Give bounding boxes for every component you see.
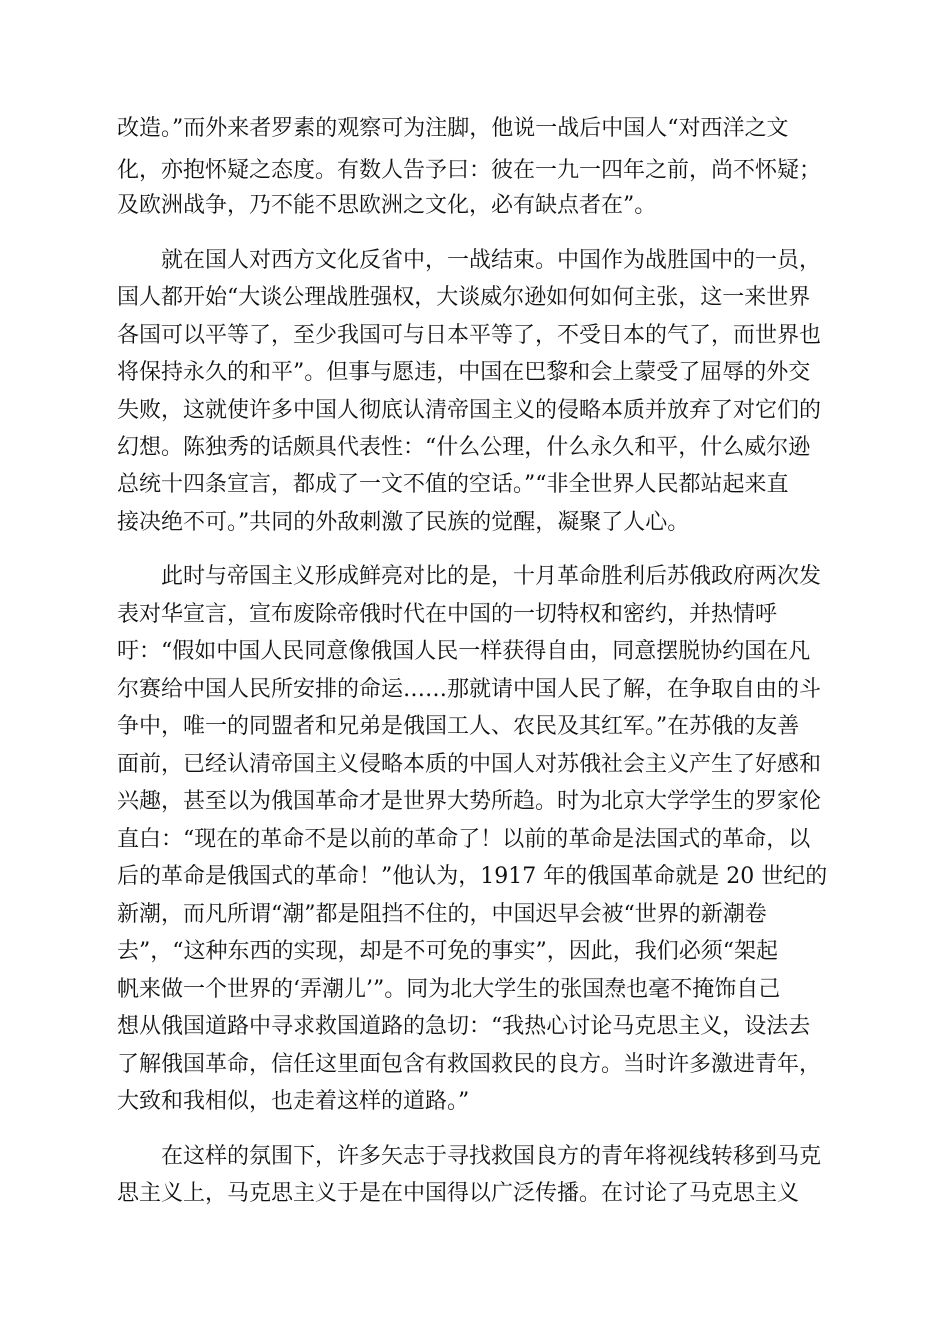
text-line: 思主义上，马克思主义于是在中国得以广泛传播。在讨论了马克思主义 (117, 1181, 800, 1206)
text-line: 争中，唯一的同盟者和兄弟是俄国工人、农民及其红军。”在苏俄的友善 (117, 714, 800, 739)
text-line: 国人都开始“大谈公理战胜强权，大谈威尔逊如何如何主张，这一来世界 (117, 285, 811, 310)
text-line: 接决绝不可。”共同的外敌刺激了民族的觉醒，凝聚了人心。 (117, 510, 690, 535)
text-line: 了解俄国革命，信任这里面包含有救国救民的良方。当时许多激进青年， (117, 1052, 822, 1077)
text-line: 改造。”而外来者罗素的观察可为注脚，他说一战后中国人“对西洋之文 (117, 116, 789, 141)
text-line: 将保持永久的和平”。但事与愿违，中国在巴黎和会上蒙受了屈辱的外交 (117, 360, 811, 385)
text-line: 总统十四条宣言，都成了一文不值的空话。”“非全世界人民都站起来直 (117, 472, 789, 497)
text-line: 此时与帝国主义形成鲜亮对比的是，十月革命胜利后苏俄政府两次发 (117, 564, 822, 589)
text-line: 及欧洲战争，乃不能不思欧洲之文化，必有缺点者在”。 (117, 193, 657, 218)
text-line: 新潮，而凡所谓“潮”都是阻挡不住的，中国迟早会被“世界的新潮卷 (117, 902, 767, 927)
text-line: 就在国人对西方文化反省中，一战结束。中国作为战胜国中的一员， (117, 248, 822, 273)
text-line: 去”，“这种东西的实现，却是不可免的事实”，因此，我们必须“架起 (117, 939, 778, 964)
text-line: 失败，这就使许多中国人彻底认清帝国主义的侵略本质并放弃了对它们的 (117, 398, 822, 423)
text-line: 后的革命是俄国式的革命！”他认为，1917 年的俄国革命就是 20 世纪的 (117, 864, 828, 889)
text-line: 兴趣，甚至以为俄国革命才是世界大势所趋。时为北京大学学生的罗家伦 (117, 789, 822, 814)
text-line: 吁：“假如中国人民同意像俄国人民一样获得自由，同意摆脱协约国在凡 (117, 639, 811, 664)
text-line: 直白：“现在的革命不是以前的革命了！以前的革命是法国式的革命，以 (117, 827, 811, 852)
text-line: 想从俄国道路中寻求救国道路的急切：“我热心讨论马克思主义，设法去 (117, 1014, 811, 1039)
text-line: 化，亦抱怀疑之态度。有数人告予曰：彼在一九一四年之前，尚不怀疑； (117, 158, 822, 183)
text-line: 帆来做一个世界的‘弄潮儿’”。同为北大学生的张国焘也毫不掩饰自己 (117, 977, 781, 1002)
text-line: 幻想。陈独秀的话颇具代表性：“什么公理，什么永久和平，什么威尔逊 (117, 435, 811, 460)
text-line: 表对华宣言，宣布废除帝俄时代在中国的一切特权和密约，并热情呼 (117, 602, 778, 627)
text-line: 在这样的氛围下，许多矢志于寻找救国良方的青年将视线转移到马克 (117, 1144, 822, 1169)
text-line: 大致和我相似，也走着这样的道路。” (117, 1089, 470, 1114)
text-line: 各国可以平等了，至少我国可与日本平等了，不受日本的气了，而世界也 (117, 323, 822, 348)
text-line: 尔赛给中国人民所安排的命运……那就请中国人民了解，在争取自由的斗 (117, 677, 822, 702)
text-line: 面前，已经认清帝国主义侵略本质的中国人对苏俄社会主义产生了好感和 (117, 752, 822, 777)
